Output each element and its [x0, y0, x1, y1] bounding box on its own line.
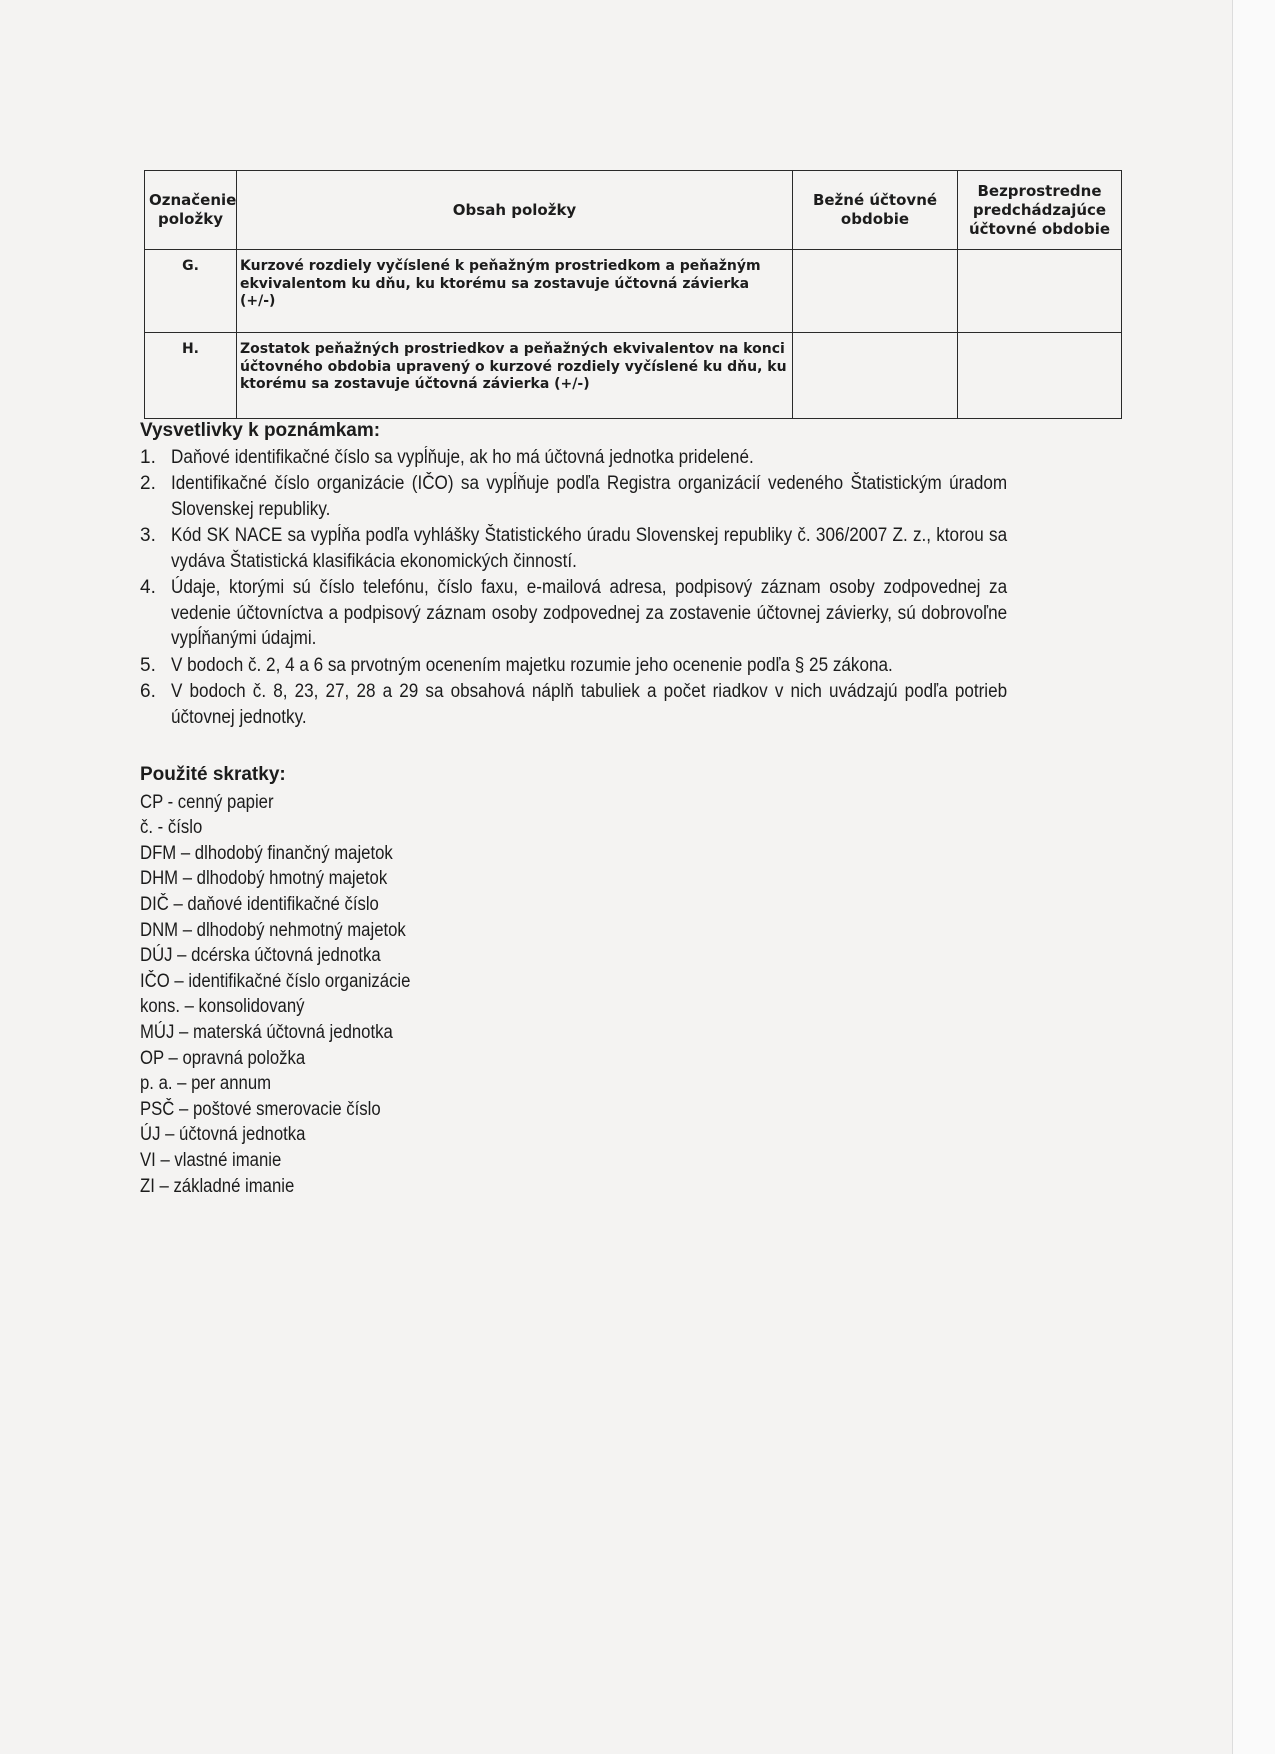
note-number: 2.: [140, 473, 156, 494]
abbreviation-item: OP – opravná položka: [140, 1047, 306, 1069]
abbreviations-title: Použité skratky:: [140, 764, 286, 785]
table-row: [145, 333, 1122, 419]
note-item: [140, 445, 1100, 471]
header-previous-period: Bezprostredne predchádzajúce účtovné obdobie: [958, 171, 1122, 250]
note-item: [140, 679, 1100, 730]
note-number: 5.: [140, 654, 156, 676]
abbreviation-item: ÚJ – účtovná jednotka: [140, 1124, 306, 1146]
notes-list: [140, 445, 1100, 731]
abbreviation-item: PSČ – poštové smerovacie číslo: [140, 1098, 381, 1120]
abbreviation-item: DNM – dlhodobý nehmotný majetok: [140, 919, 406, 941]
note-text: Daňové identifikačné číslo sa vypĺňuje, ak ho má účtovná jednotka pridelené.: [171, 446, 754, 468]
notes-title: Vysvetlivky k poznámkam:: [140, 420, 381, 441]
note-text: Identifikačné číslo organizácie (IČO) sa vypĺňuje podľa Registra organizácií vedeného Štatistickým úradom Slovenskej republiky.: [171, 473, 1008, 520]
row-code: G.: [145, 250, 237, 333]
note-text: Údaje, ktorými sú číslo telefónu, číslo faxu, e-mailová adresa, podpisový záznam osoby zodpovednej za vedenie účtovníctva a podpisový záznam osoby zodpovednej za zostavenie účtovnej závierky, sú dobrovoľne vypĺňanými údajmi.: [171, 577, 1008, 649]
abbreviation-item: ZI – základné imanie: [140, 1175, 295, 1197]
note-number: 6.: [140, 681, 156, 702]
abbreviation-item: VI – vlastné imanie: [140, 1149, 282, 1171]
header-content: Obsah položky: [237, 171, 793, 250]
abbreviations-section: [140, 762, 447, 1199]
abbreviation-item: DIČ – daňové identifikačné číslo: [140, 893, 379, 915]
note-text: V bodoch č. 8, 23, 27, 28 a 29 sa obsahová náplň tabuliek a počet riadkov v nich uvádzajú podľa potrieb účtovnej jednotky.: [171, 681, 1008, 728]
row-current-value[interactable]: [793, 333, 958, 419]
note-number: 3.: [140, 525, 156, 546]
abbreviation-item: DÚJ – dcérska účtovná jednotka: [140, 945, 381, 967]
row-text: Kurzové rozdiely vyčíslené k peňažným prostriedkom a peňažným ekvivalentom ku dňu, ku ktorému sa zostavuje účtovná závierka (+/-): [237, 250, 793, 333]
table-row: [145, 250, 1122, 333]
note-text: Kód SK NACE sa vypĺňa podľa vyhlášky Štatistického úradu Slovenskej republiky č. 306/2007 Z. z., ktorou sa vydáva Štatistická klasifikácia ekonomických činností.: [171, 525, 1008, 572]
note-text: V bodoch č. 2, 4 a 6 sa prvotným ocenením majetku rozumie jeho ocenenie podľa § 25 zákona.: [171, 654, 893, 676]
abbreviation-item: DHM – dlhodobý hmotný majetok: [140, 868, 388, 890]
row-previous-value[interactable]: [958, 250, 1122, 333]
cash-flow-table: [144, 170, 1122, 419]
row-current-value[interactable]: [793, 250, 958, 333]
abbreviation-item: DFM – dlhodobý finančný majetok: [140, 842, 393, 864]
abbreviation-item: MÚJ – materská účtovná jednotka: [140, 1021, 393, 1043]
abbreviation-item: p. a. – per annum: [140, 1073, 272, 1095]
row-previous-value[interactable]: [958, 333, 1122, 419]
note-item: [140, 653, 1100, 679]
abbreviation-item: kons. – konsolidovaný: [140, 996, 305, 1018]
note-item: [140, 523, 1100, 574]
abbreviations-list: [140, 790, 447, 1200]
note-number: 1.: [140, 446, 156, 468]
row-text: Zostatok peňažných prostriedkov a peňažných ekvivalentov na konci účtovného obdobia upravený o kurzové rozdiely vyčíslené ku dňu, ku ktorému sa zostavuje účtovná závierka (+/-): [237, 333, 793, 419]
header-designation: Označenie položky: [145, 171, 237, 250]
abbreviation-item: č. - číslo: [140, 817, 203, 839]
page-edge: [1232, 0, 1275, 1754]
note-number: 4.: [140, 577, 156, 598]
abbreviation-item: CP - cenný papier: [140, 791, 274, 813]
note-item: [140, 575, 1100, 652]
table-header-row: [145, 171, 1122, 250]
abbreviation-item: IČO – identifikačné číslo organizácie: [140, 970, 411, 992]
row-code: H.: [145, 333, 237, 419]
notes-section: [140, 418, 1100, 731]
header-current-period: Bežné účtovné obdobie: [793, 171, 958, 250]
note-item: [140, 471, 1100, 522]
